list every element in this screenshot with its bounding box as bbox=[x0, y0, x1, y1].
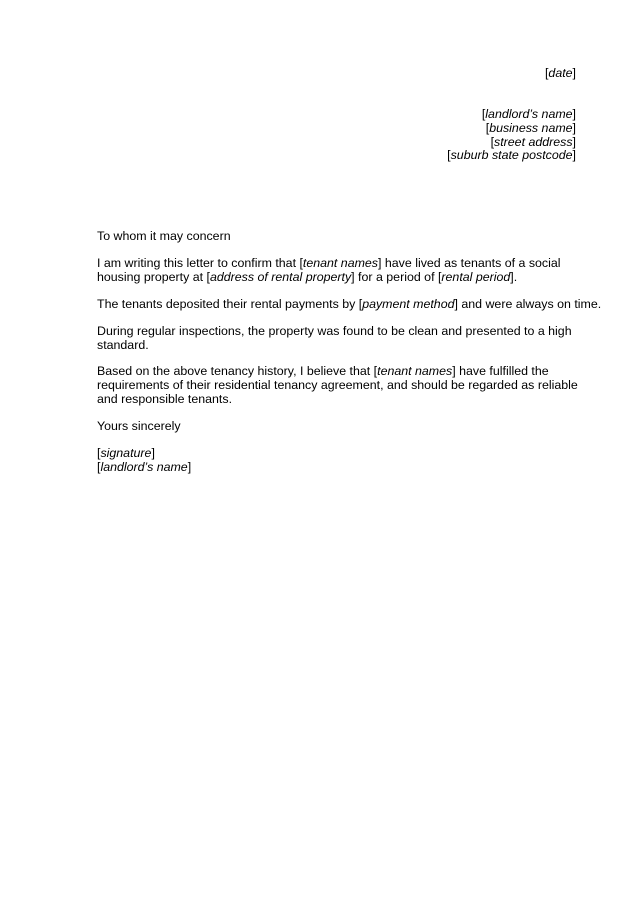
signoff-name-line: [landlord’s name] bbox=[97, 459, 192, 474]
payment-method-placeholder: payment method bbox=[362, 297, 455, 311]
paragraph-inspections bbox=[97, 324, 572, 353]
paragraph-conclusion bbox=[97, 364, 578, 406]
text: and responsible tenants. bbox=[97, 391, 233, 406]
text: ] have fulfilled the bbox=[452, 364, 549, 378]
salutation-text: To whom it may concern bbox=[97, 229, 231, 243]
suburb-line: [suburb state postcode] bbox=[447, 148, 576, 163]
landlord-name: landlord’s name bbox=[485, 107, 573, 121]
suburb-state-postcode: suburb state postcode bbox=[450, 148, 573, 163]
text: ] and were always on time. bbox=[454, 297, 602, 311]
text: Based on the above tenancy history, I believe that [ bbox=[97, 364, 378, 378]
text: ] for a period of [ bbox=[351, 269, 442, 284]
street-address-line: [street address] bbox=[490, 134, 576, 149]
text: ] have lived as tenants of a social bbox=[378, 256, 561, 270]
signature-line: [signature] bbox=[97, 446, 155, 460]
rental-period-placeholder: rental period bbox=[441, 269, 511, 284]
text: During regular inspections, the property was found to be clean and presented to a high bbox=[97, 324, 572, 338]
text: I am writing this letter to confirm that [ bbox=[97, 256, 303, 270]
date-line: [date] bbox=[544, 66, 576, 80]
text: standard. bbox=[97, 337, 149, 352]
landlord-name-line: [landlord’s name] bbox=[481, 107, 576, 121]
closing bbox=[97, 420, 567, 434]
text: requirements of their residential tenancy agreement, and should be regarded as reliable bbox=[97, 377, 578, 392]
closing-text: Yours sincerely bbox=[97, 419, 181, 433]
salutation bbox=[97, 230, 567, 244]
text: The tenants deposited their rental payments by [ bbox=[97, 297, 363, 311]
address-placeholder: address of rental property bbox=[209, 269, 352, 284]
text: ]. bbox=[510, 269, 518, 284]
tenant-names-placeholder: tenant names bbox=[377, 364, 453, 378]
date-placeholder: date bbox=[548, 66, 573, 80]
recipient-address bbox=[447, 108, 576, 163]
paragraph-confirmation bbox=[97, 257, 567, 285]
tenant-names-placeholder: tenant names bbox=[302, 256, 378, 270]
landlord-name-placeholder: landlord’s name bbox=[100, 459, 188, 474]
business-name: business name bbox=[489, 120, 573, 135]
street-address: street address bbox=[494, 134, 573, 149]
paragraph-payments bbox=[97, 297, 602, 312]
text: housing property at [ bbox=[97, 269, 210, 284]
signature-placeholder: signature bbox=[100, 446, 152, 460]
signature-block bbox=[97, 447, 567, 475]
business-name-line: [business name] bbox=[485, 120, 576, 135]
